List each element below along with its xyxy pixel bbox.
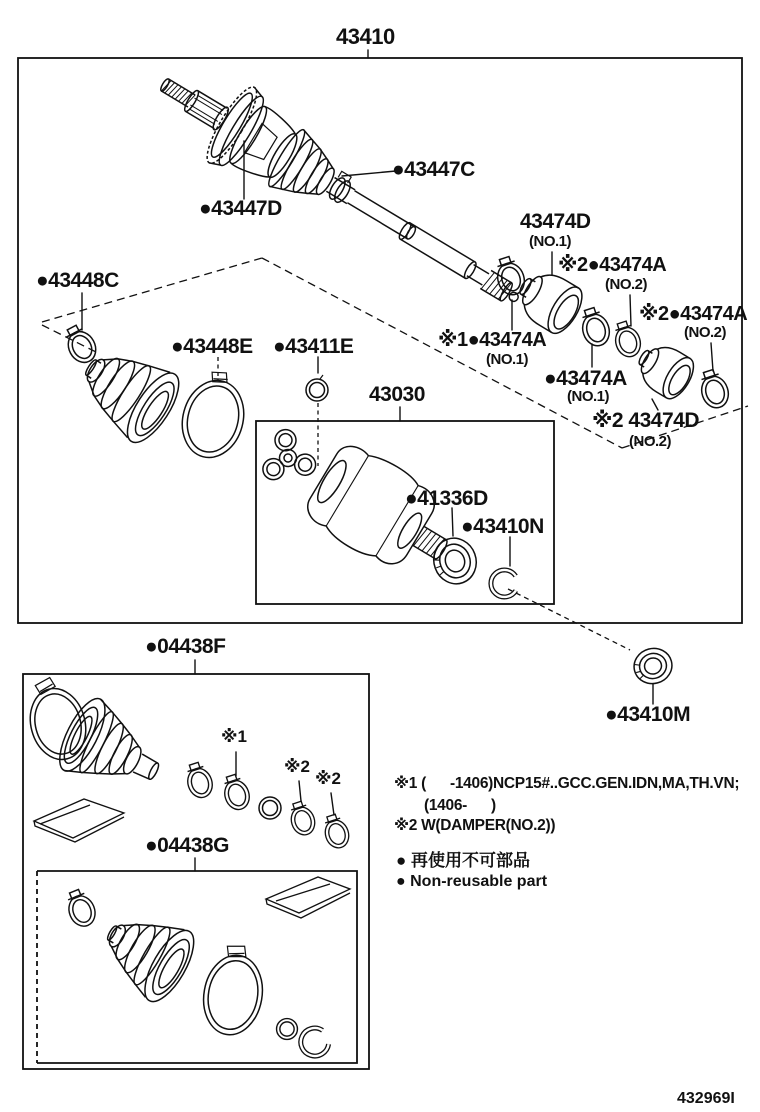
boot-kit-g-box: [37, 871, 357, 1063]
part-sublabel-43474a-x2b: (NO.2): [684, 324, 726, 341]
boot-f: [51, 692, 175, 808]
inner-joint-box: [256, 421, 554, 604]
figure-code: 432969I: [677, 1090, 735, 1107]
big-clamp-g: [197, 941, 270, 1040]
clamp-f-x2a: [286, 799, 318, 838]
drawing-seal-43410m: [630, 644, 676, 688]
part-label-41336d: ●41336D: [405, 487, 488, 510]
part-label-43411e: ●43411E: [273, 335, 354, 358]
group-boxes: [18, 58, 742, 1069]
part-label-43447d: ●43447D: [199, 197, 282, 220]
clamp-43448e: [174, 365, 254, 465]
part-sublabel-43474d-no2: (NO.2): [629, 433, 671, 450]
tripod-joint: [258, 426, 317, 481]
footnote-x1-line1: ※1 ( -1406)NCP15#..GCC.GEN.IDN,MA,TH.VN;: [394, 775, 740, 792]
part-label-43474d-no2: ※2 43474D: [592, 409, 699, 432]
ring-f: [259, 797, 281, 819]
legend-non-reusable-en: ● Non-reusable part: [396, 873, 548, 890]
boot-g: [90, 897, 203, 1009]
clamp-marker-x2b: ※2: [315, 769, 341, 788]
ring-43411e: [306, 379, 328, 401]
part-label-04438f: ●04438F: [145, 635, 226, 658]
part-label-43030: 43030: [369, 383, 425, 406]
part-label-43410n: ●43410N: [461, 515, 544, 538]
leader-clamp-x2b: [331, 793, 334, 815]
ring-43411e-tab: [320, 375, 323, 379]
clamp-marker-x2a: ※2: [284, 757, 310, 776]
drawing-boot-kit-g: [62, 877, 350, 1060]
ring-g: [277, 1019, 298, 1040]
part-sublabel-43474a-x2a: (NO.2): [605, 276, 647, 293]
grease-packet-g: [266, 877, 350, 918]
part-label-43474a-x1: ※1●43474A: [438, 329, 547, 351]
part-label-43474d-no1: 43474D: [520, 210, 591, 233]
drawing-outboard-axle-assembly: [140, 46, 541, 335]
seal-41336d: [427, 532, 482, 590]
snap-ring-g: [297, 1025, 331, 1060]
part-label-04438g: ●04438G: [145, 834, 229, 857]
clamp-marker-x1: ※1: [221, 727, 247, 746]
part-sublabel-43474d-no1: (NO.1): [529, 233, 571, 250]
legend-non-reusable-jp: ● 再使用不可部品: [396, 851, 530, 870]
clamp-43474a-no1-b: [577, 305, 613, 349]
dashed-leader: [508, 589, 630, 650]
part-label-43448c: ●43448C: [36, 269, 119, 292]
inner-joint-housing: [299, 437, 468, 590]
clamp-43474a-no2-b: [696, 367, 732, 411]
clamp-g-1: [62, 886, 99, 930]
part-label-43474a-x2b: ※2●43474A: [639, 303, 748, 325]
part-label-43448e: ●43448E: [171, 335, 253, 358]
part-label-43474a-no1: ●43474A: [544, 367, 627, 390]
leader-clamp-x2a: [299, 781, 301, 801]
clamp-f-x2b: [320, 812, 352, 851]
grease-packet-f: [34, 799, 124, 842]
part-label-43474a-x2a: ※2●43474A: [558, 254, 667, 276]
part-sublabel-43474a-x1: (NO.1): [486, 351, 528, 368]
page-title: 43410: [336, 24, 395, 49]
leader-43447c: [342, 171, 396, 176]
leader-43474a-x2a: [630, 295, 631, 326]
leader-41336d: [452, 508, 453, 536]
footnote-x1-line2: (1406- ): [424, 797, 496, 814]
drawing-inner-joint-43030: [258, 426, 518, 598]
footnote-x2: ※2 W(DAMPER(NO.2)): [394, 817, 556, 834]
clamp-f-1: [182, 760, 216, 801]
snap-ring-43410n: [490, 569, 518, 598]
part-label-43410m: ●43410M: [605, 703, 691, 726]
part-sublabel-43474a-no1: (NO.1): [567, 388, 609, 405]
leader-43474a-x2b: [711, 343, 713, 371]
clamp-f-x1: [219, 772, 253, 813]
part-label-43447c: ●43447C: [392, 158, 475, 181]
main-assembly-box: [18, 58, 742, 623]
